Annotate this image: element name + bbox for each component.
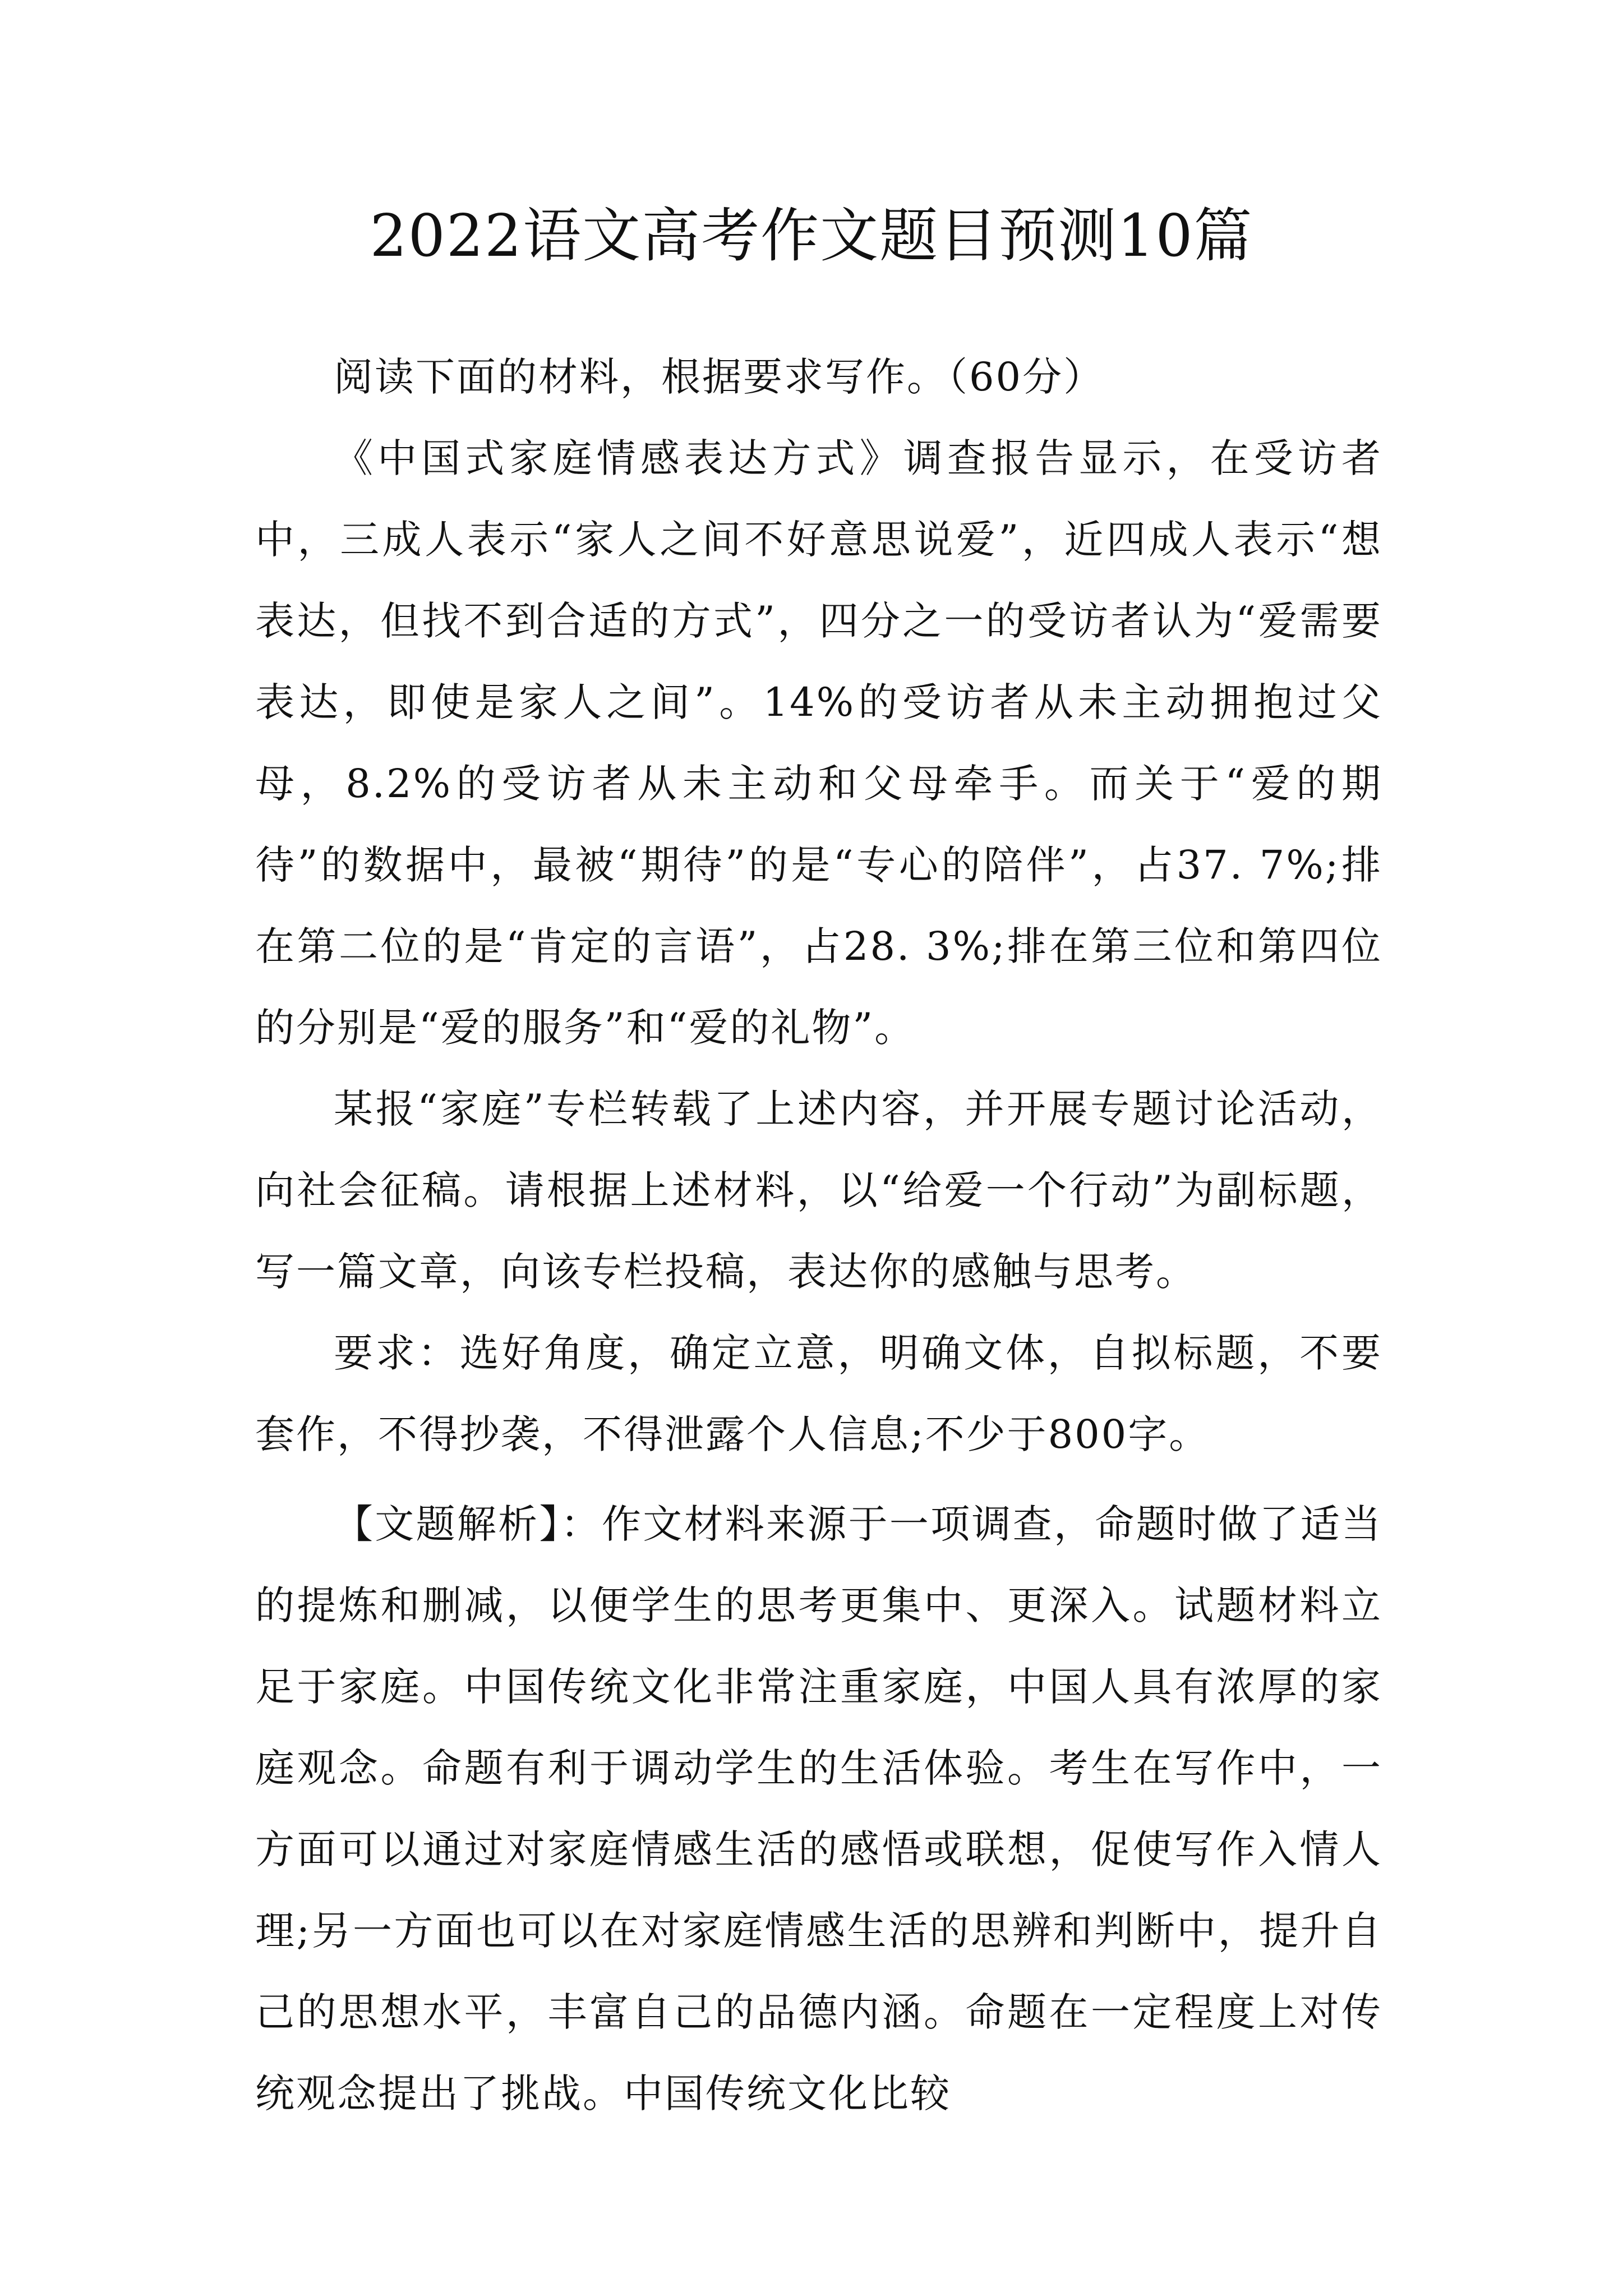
paragraph-requirements: 要求：选好角度，确定立意，明确文体，自拟标题，不要套作，不得抄袭，不得泄露个人信息;不少于800字。 <box>255 1330 1382 1457</box>
paragraph-instruction: 阅读下面的材料，根据要求写作。（60分） <box>334 354 1105 400</box>
paragraph-analysis: 【文题解析】：作文材料来源于一项调查，命题时做了适当的提炼和删减，以便学生的思考更集中、更深入。试题材料立足于家庭。中国传统文化非常注重家庭，中国人具有浓厚的家庭观念。命题有利于调动学生的生活体验。考生在写作中，一方面可以通过对家庭情感生活的感悟或联想，促使写作入情人理;另一方面也可以在对家庭情感生活的思辨和判断中，提升自己的思想水平，丰富自己的品德内涵。命题在一定程度上对传统观念提出了挑战。中国传统文化比较 <box>255 1501 1382 2116</box>
document-title: 2022语文高考作文题目预测10篇 <box>370 201 1253 270</box>
paragraph-survey-material: 《中国式家庭情感表达方式》调查报告显示，在受访者中，三成人表示“家人之间不好意思说爱”，近四成人表示“想表达，但找不到合适的方式”，四分之一的受访者认为“爱需要表达，即使是家人之间”。14%的受访者从未主动拥抱过父母，8.2%的受访者从未主动和父母牵手。而关于“爱的期待”的数据中，最被“期待”的是“专心的陪伴”，占37. 7%;排在第二位的是“肯定的言语”，占28. 3%;排在第三位和第四位的分别是“爱的服务”和“爱的礼物”。 <box>255 435 1382 1051</box>
document-body <box>255 337 1382 2134</box>
paragraph-task: 某报“家庭”专栏转载了上述内容，并开展专题讨论活动，向社会征稿。请根据上述材料，以“给爱一个行动”为副标题，写一篇文章，向该专栏投稿，表达你的感触与思考。 <box>255 1086 1382 1295</box>
